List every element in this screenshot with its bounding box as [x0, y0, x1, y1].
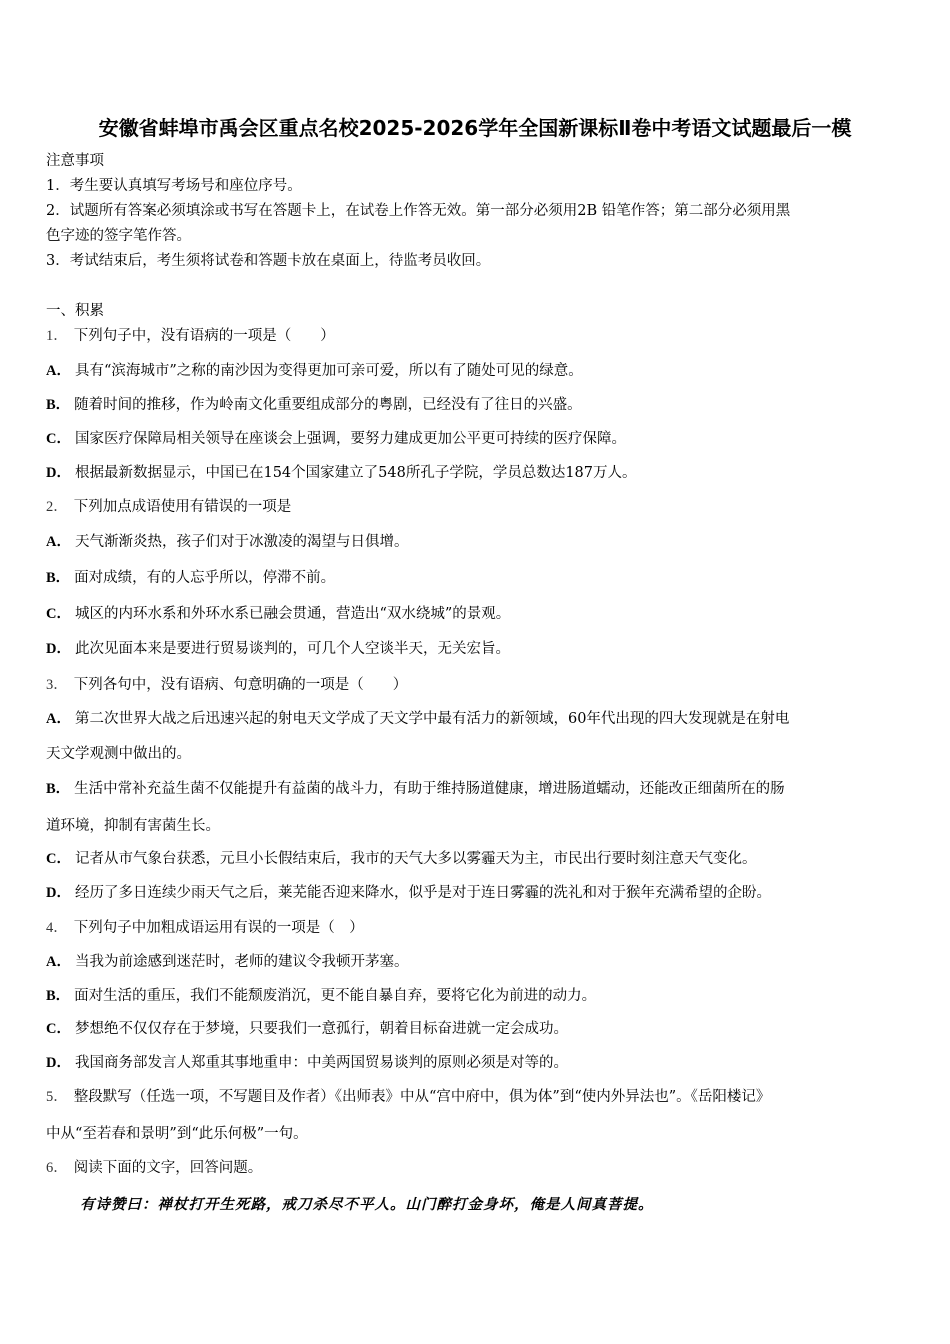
option-row [46, 568, 908, 588]
notice-item: 2．试题所有答案必须填涂或书写在答题卡上，在试卷上作答无效。第一部分必须用2B 铅笔作答；第二部分必须用黑 [46, 203, 791, 219]
question-stem: 下列句子中，没有语病的一项是（ ） [73, 328, 335, 344]
option-row [46, 1053, 908, 1073]
option-text: 生活中常补充益生菌不仅能提升有益菌的战斗力，有助于维持肠道健康，增进肠道蠕动，还能改正细菌所在的肠 [74, 781, 785, 797]
question-stem: 下列句子中加粗成语运用有误的一项是（ ） [73, 920, 364, 936]
option-label: C． [46, 1021, 71, 1037]
question-stem: 阅读下面的文字，回答问题。 [73, 1160, 263, 1176]
option-row [46, 463, 908, 483]
option-text: 具有“滨海城市”之称的南沙因为变得更加可亲可爱，所以有了随处可见的绿意。 [74, 363, 583, 379]
option-label: C． [46, 606, 71, 622]
option-text: 城区的内环水系和外环水系已融会贯通，营造出“双水绕城”的景观。 [74, 606, 511, 622]
option-label: D． [46, 885, 71, 901]
question-continuation: 中从“至若春和景明”到“此乐何极”一句。 [46, 1126, 308, 1142]
option-row [46, 361, 908, 381]
exam-title: 安徽省蚌埠市禹会区重点名校2025-2026学年全国新课标Ⅱ卷中考语文试题最后一模 [98, 116, 852, 140]
question-number: 1． [46, 328, 68, 344]
notice-item: 1．考生要认真填写考场号和座位序号。 [46, 178, 302, 194]
option-row [46, 709, 908, 729]
question-number: 2． [46, 499, 68, 515]
option-label: A． [46, 711, 71, 727]
option-label: C． [46, 431, 71, 447]
option-text: 面对生活的重压，我们不能颓废消沉，更不能自暴自弃，要将它化为前进的动力。 [74, 988, 597, 1004]
option-row [46, 883, 908, 903]
option-label: B． [46, 988, 71, 1004]
question-2 [46, 497, 908, 517]
option-label: B． [46, 397, 71, 413]
option-text: 经历了多日连续少雨天气之后，莱芜能否迎来降水，似乎是对于连日雾霾的洗礼和对于猴年充满希望的企盼。 [74, 885, 771, 901]
option-label: D． [46, 641, 71, 657]
option-row [46, 604, 908, 624]
question-stem: 整段默写（任选一项，不写题目及作者）《出师表》中从“宫中府中，俱为体”到“使内外异法也”。《岳阳楼记》 [73, 1089, 771, 1105]
question-1 [46, 326, 908, 346]
poem-line: 有诗赞曰：禅杖打开生死路，戒刀杀尽不平人。山门醉打金身坏，俺是人间真菩提。 [80, 1196, 654, 1213]
option-label: C． [46, 851, 71, 867]
option-text: 当我为前途感到迷茫时，老师的建议令我顿开茅塞。 [74, 954, 409, 970]
question-stem: 下列加点成语使用有错误的一项是 [73, 499, 292, 515]
option-row [46, 429, 908, 449]
option-label: D． [46, 465, 71, 481]
option-row [46, 849, 908, 869]
question-6 [46, 1158, 908, 1178]
option-text: 此次见面本来是要进行贸易谈判的，可几个人空谈半天，无关宏旨。 [74, 641, 510, 657]
notice-heading: 注意事项 [46, 153, 104, 169]
option-row [46, 986, 908, 1006]
option-continuation: 道环境，抑制有害菌生长。 [46, 818, 220, 834]
option-text: 梦想绝不仅仅存在于梦境，只要我们一意孤行，朝着目标奋进就一定会成功。 [74, 1021, 568, 1037]
option-label: B． [46, 781, 71, 797]
option-text: 第二次世界大战之后迅速兴起的射电天文学成了天文学中最有活力的新领域，60年代出现的四大发现就是在射电 [74, 711, 790, 727]
option-text: 记者从市气象台获悉，元旦小长假结束后，我市的天气大多以雾霾天为主，市民出行要时刻注意天气变化。 [74, 851, 757, 867]
option-row [46, 395, 908, 415]
question-number: 5． [46, 1089, 68, 1105]
option-label: A． [46, 954, 71, 970]
question-5 [46, 1087, 908, 1107]
question-number: 3． [46, 677, 68, 693]
option-text: 随着时间的推移，作为岭南文化重要组成部分的粤剧，已经没有了往日的兴盛。 [74, 397, 582, 413]
option-text: 面对成绩，有的人忘乎所以，停滞不前。 [74, 570, 336, 586]
notice-item: 3．考试结束后，考生须将试卷和答题卡放在桌面上，待监考员收回。 [46, 253, 491, 269]
option-row [46, 639, 908, 659]
option-text: 我国商务部发言人郑重其事地重申：中美两国贸易谈判的原则必须是对等的。 [74, 1055, 568, 1071]
option-row [46, 952, 908, 972]
option-label: A． [46, 534, 71, 550]
option-text: 天气渐渐炎热，孩子们对于冰激凌的渴望与日俱增。 [74, 534, 409, 550]
question-number: 4． [46, 920, 68, 936]
option-row [46, 779, 908, 799]
question-3 [46, 675, 908, 695]
section-heading: 一、积累 [46, 303, 104, 319]
question-4 [46, 918, 908, 938]
option-text: 根据最新数据显示，中国已在154个国家建立了548所孔子学院，学员总数达187万人。 [74, 465, 637, 481]
option-text: 国家医疗保障局相关领导在座谈会上强调，要努力建成更加公平更可持续的医疗保障。 [74, 431, 626, 447]
question-number: 6． [46, 1160, 68, 1176]
question-stem: 下列各句中，没有语病、句意明确的一项是（ ） [73, 677, 408, 693]
option-label: A． [46, 363, 71, 379]
option-continuation: 天文学观测中做出的。 [46, 746, 191, 762]
option-label: B． [46, 570, 71, 586]
notice-item: 色字迹的签字笔作答。 [46, 228, 191, 244]
option-row [46, 1019, 908, 1039]
option-row [46, 532, 908, 552]
option-label: D． [46, 1055, 71, 1071]
